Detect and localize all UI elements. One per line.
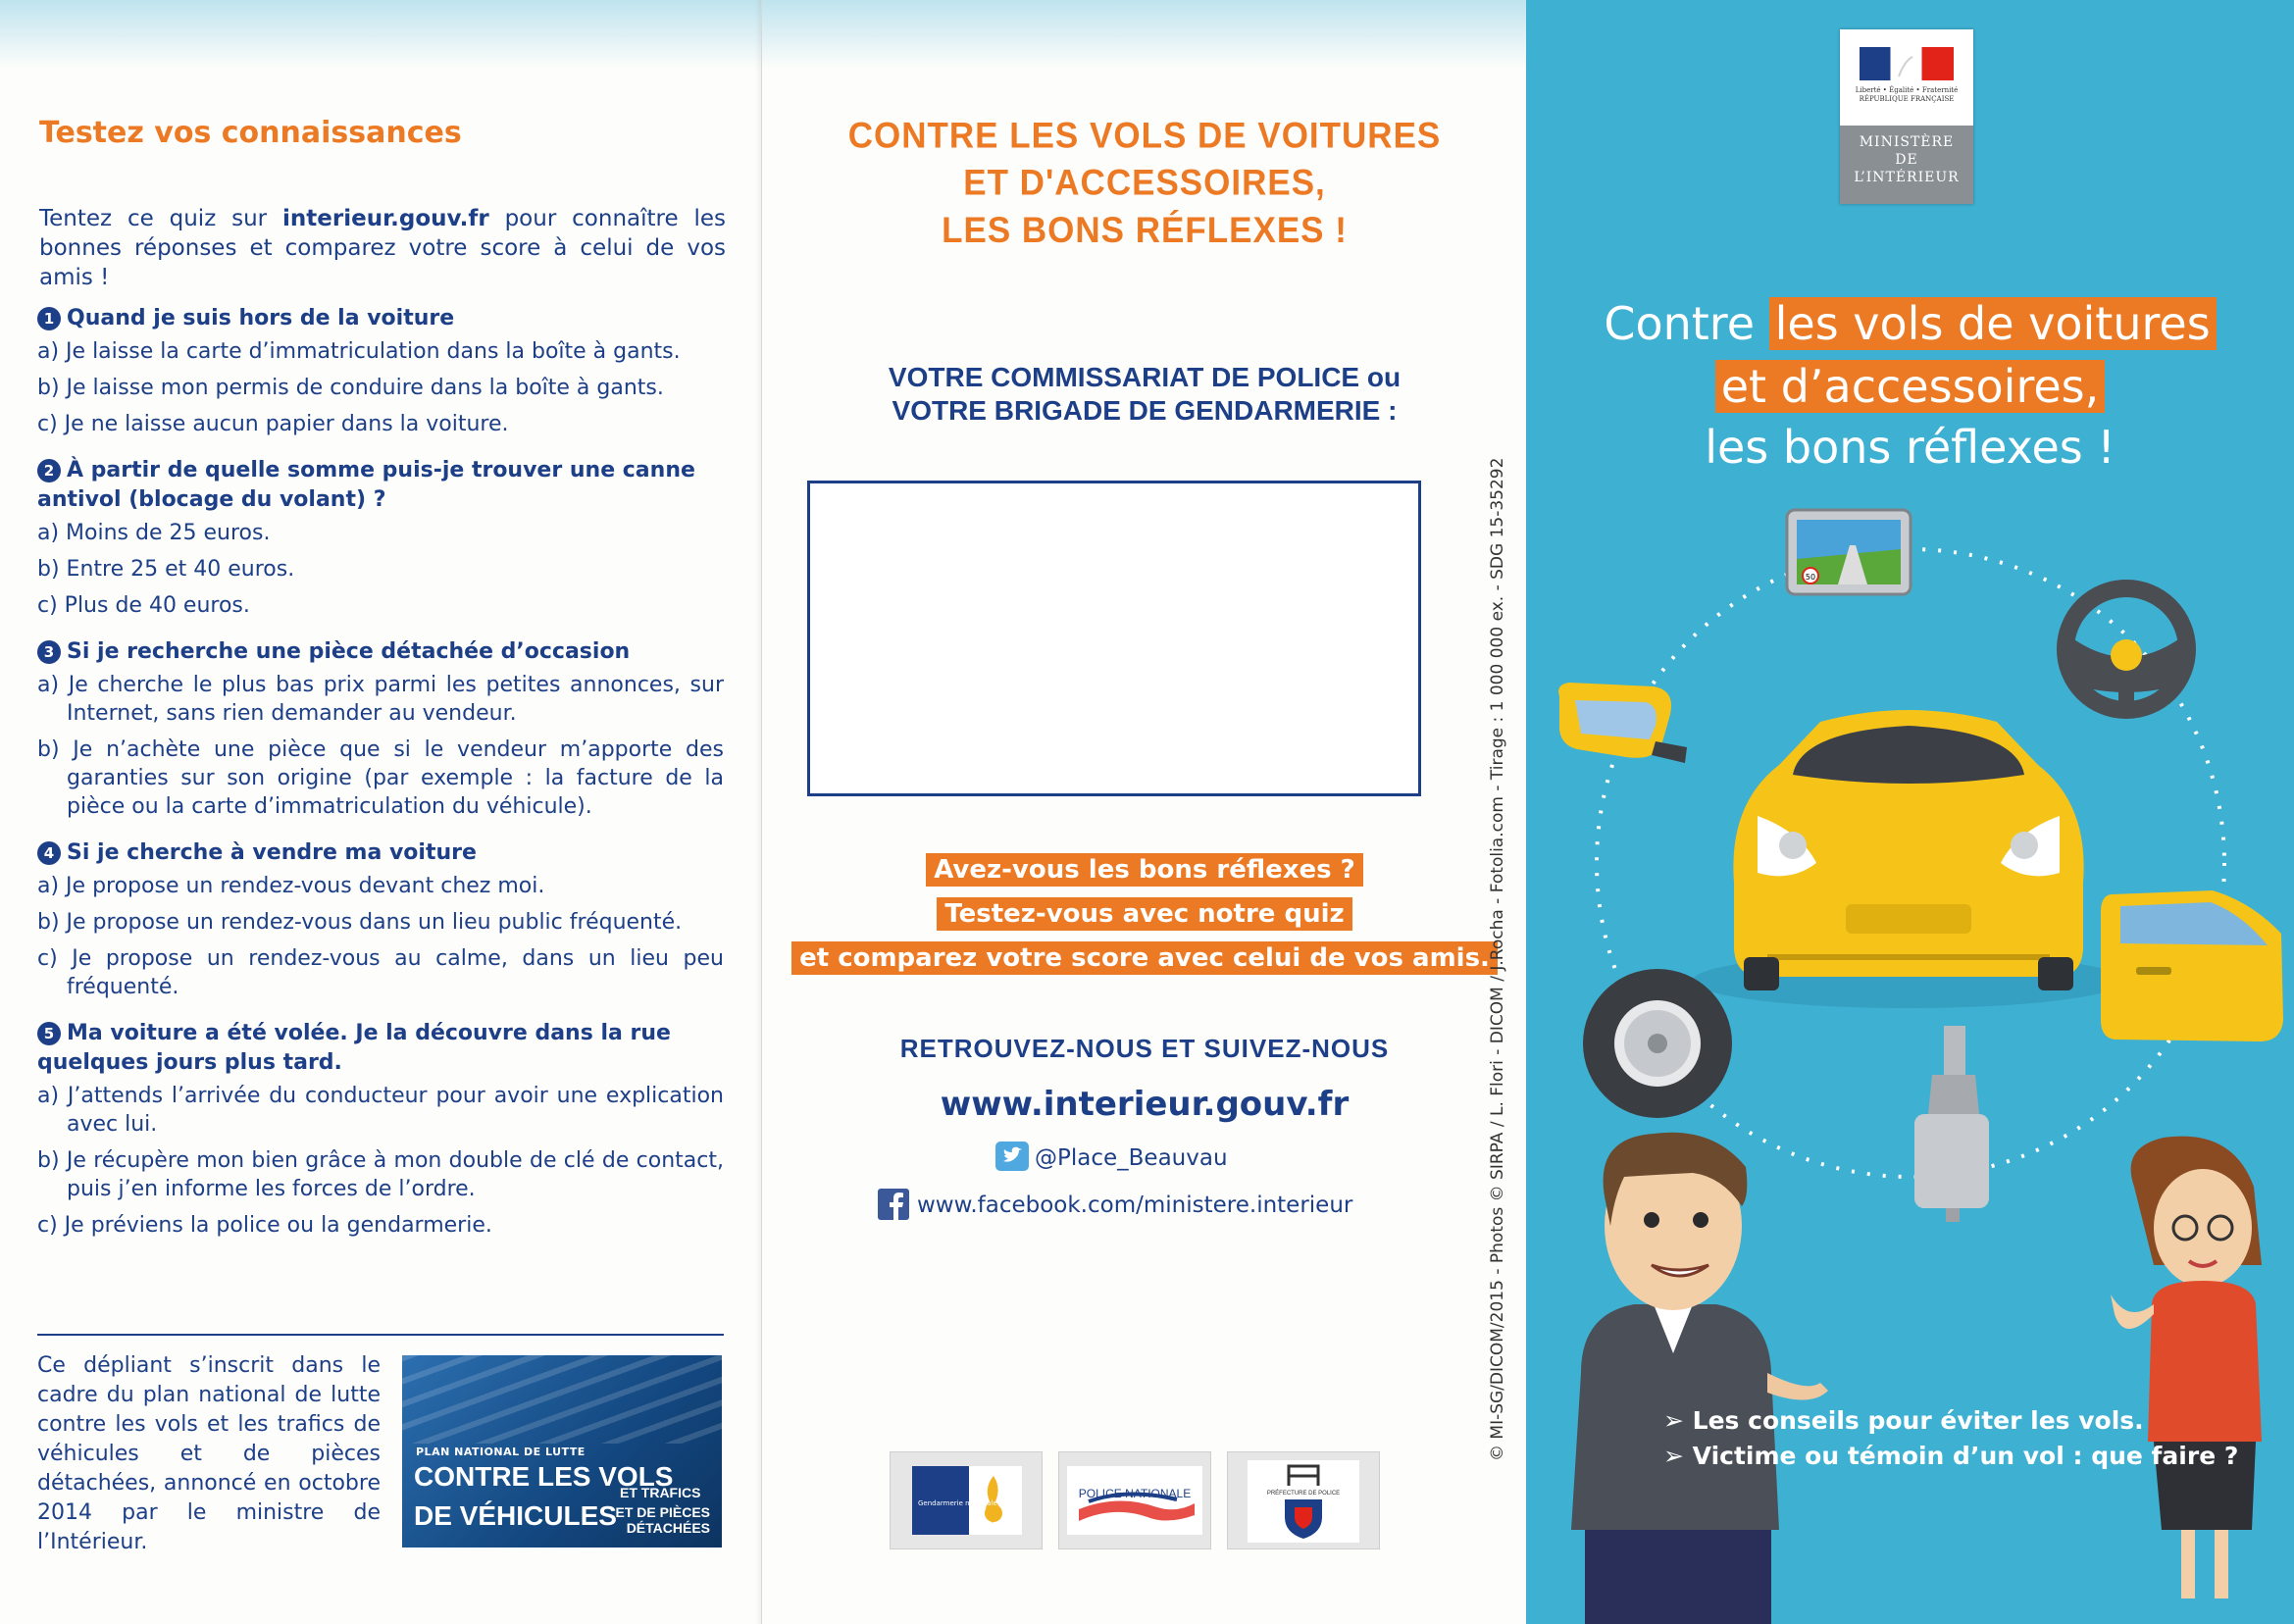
- question-number: 2: [37, 459, 61, 482]
- exhaust-icon: [1914, 1026, 1989, 1222]
- question-text: Si je cherche à vendre ma voiture: [67, 840, 477, 865]
- banner-line1: PLAN NATIONAL DE LUTTE: [416, 1446, 586, 1458]
- headline-highlight: et d’accessoires,: [1715, 360, 2106, 413]
- police-label: POLICE NATIONALE: [1078, 1487, 1192, 1500]
- facebook-link[interactable]: [878, 1189, 1352, 1220]
- facebook-icon: [878, 1189, 909, 1220]
- question-number: 1: [37, 307, 61, 330]
- twitter-link[interactable]: [995, 1142, 1228, 1171]
- contact-panel: [761, 0, 1527, 1624]
- plan-description: Ce dépliant s’inscrit dans le cadre du plan national de lutte contre les vols et les trafics de véhicules et de pièces détachées, annoncé en octobre 2014 par le ministre de l’Intérieur.: [37, 1353, 381, 1554]
- panel-title: [762, 113, 1527, 255]
- contact-line: VOTRE COMMISSARIAT DE POLICE ou: [888, 362, 1402, 392]
- highlight-text: Avez-vous les bons réflexes ?: [926, 853, 1363, 887]
- highlight-line: [762, 897, 1527, 931]
- banner-line4: DE VÉHICULES: [414, 1500, 617, 1531]
- headline-highlight: les vols de voitures: [1769, 297, 2217, 350]
- gps-icon: [1787, 510, 1911, 594]
- ministry-line: MINISTÈRE: [1859, 134, 1955, 150]
- title-line: ET D'ACCESSOIRES,: [963, 163, 1326, 203]
- website-link[interactable]: www.interieur.gouv.fr: [940, 1085, 1350, 1124]
- intro-text: Tentez ce quiz sur: [39, 206, 283, 231]
- man-character: [1571, 1133, 1828, 1624]
- ministry-line: DE: [1895, 152, 1918, 168]
- bullet-text: Victime ou témoin d’un vol : que faire ?: [1692, 1442, 2239, 1470]
- highlight-text: Testez-vous avec notre quiz: [937, 897, 1351, 931]
- banner-line2: CONTRE LES VOLS: [414, 1461, 674, 1492]
- divider: [37, 1334, 724, 1336]
- follow-heading: RETROUVEZ-NOUS ET SUIVEZ-NOUS: [899, 1034, 1390, 1063]
- gps-speed: 50: [1805, 573, 1816, 582]
- mirror-icon: [1558, 683, 1687, 763]
- bullet-text: Les conseils pour éviter les vols.: [1692, 1406, 2144, 1435]
- answer-option: a) J’attends l’arrivée du conducteur pour avoir une explication avec lui.: [37, 1084, 724, 1137]
- headline-text: les bons réflexes !: [1705, 421, 2116, 474]
- quiz-title: Testez vos connaissances: [39, 116, 462, 150]
- prefecture-logo: [1227, 1451, 1380, 1549]
- police-nationale-logo: [1058, 1451, 1211, 1549]
- car-icon: [1693, 710, 2124, 1008]
- bullet-item: [1663, 1440, 2271, 1473]
- question-1: [37, 304, 724, 438]
- headline-text: Contre: [1604, 297, 1769, 350]
- banner-texture: [402, 1355, 722, 1444]
- cover-panel: [1526, 0, 2294, 1624]
- quiz-list: [37, 304, 724, 1257]
- quiz-panel: [0, 0, 761, 1624]
- answer-option: b) Je n’achète une pièce que si le vendeur m’apporte des garanties sur son origine (par exemple : la facture de la pièce ou la carte d’immatriculation du véhicule).: [37, 737, 724, 819]
- answer-option: a) Je cherche le plus bas prix parmi les petites annonces, sur Internet, sans rien demander au vendeur.: [37, 673, 724, 726]
- question-3: [37, 637, 724, 821]
- answer-option: b) Je propose un rendez-vous dans un lieu public fréquenté.: [37, 910, 683, 935]
- answer-option: c) Je propose un rendez-vous au calme, dans un lieu peu fréquenté.: [37, 946, 724, 999]
- question-text: À partir de quelle somme puis-je trouver une canne antivol (blocage du volant) ?: [37, 458, 695, 512]
- cover-bullets: [1663, 1404, 2271, 1475]
- intro-text-end: pour connaître les bonnes réponses et comparez votre score à celui de vos amis !: [39, 206, 727, 290]
- illustration: [1526, 0, 2294, 1624]
- plan-banner-image: [402, 1355, 722, 1548]
- question-number: 5: [37, 1022, 61, 1045]
- question-text: Si je recherche une pièce détachée d’occasion: [67, 639, 631, 664]
- banner-line3: ET TRAFICS: [620, 1485, 701, 1500]
- answer-option: b) Je laisse mon permis de conduire dans la boîte à gants.: [37, 376, 664, 400]
- question-text: Ma voiture a été volée. Je la découvre dans la rue quelques jours plus tard.: [37, 1021, 671, 1075]
- question-2: [37, 456, 724, 620]
- arrow-icon: ➢: [1663, 1406, 1693, 1435]
- highlight-text: et comparez votre score avec celui de vos amis.: [791, 941, 1498, 975]
- facebook-url: www.facebook.com/ministere.interieur: [917, 1193, 1353, 1218]
- gendarmerie-logo: [890, 1451, 1043, 1549]
- twitter-icon: [995, 1142, 1029, 1171]
- answer-option: a) Moins de 25 euros.: [37, 521, 271, 545]
- gendarmerie-label: Gendarmerie nationale: [918, 1499, 997, 1507]
- title-line: CONTRE LES VOLS DE VOITURES: [847, 115, 1442, 156]
- answer-option: b) Je récupère mon bien grâce à mon double de clé de contact, puis j’en informe les forces de l’ordre.: [37, 1148, 724, 1201]
- steering-wheel-icon: [2065, 588, 2187, 710]
- question-4: [37, 838, 724, 1001]
- banner-line5: ET DE PIÈCES DÉTACHÉES: [615, 1504, 710, 1536]
- tire-icon: [1583, 969, 1732, 1118]
- contact-line: VOTRE BRIGADE DE GENDARMERIE :: [892, 395, 1398, 426]
- highlight-line: [762, 941, 1527, 975]
- question-text: Quand je suis hors de la voiture: [67, 306, 455, 330]
- motto-text: Liberté • Égalité • Fraternité: [1855, 86, 1959, 94]
- arrow-icon: ➢: [1663, 1442, 1693, 1470]
- stamp-box: [807, 481, 1421, 796]
- question-number: 4: [37, 841, 61, 865]
- contact-heading: [762, 361, 1527, 428]
- highlight-line: [762, 853, 1527, 887]
- answer-option: a) Je laisse la carte d’immatriculation dans la boîte à gants.: [37, 339, 681, 364]
- answer-option: c) Je ne laisse aucun papier dans la voiture.: [37, 412, 509, 436]
- top-gradient: [0, 0, 761, 69]
- quiz-intro: [39, 204, 726, 292]
- ministry-line: L’INTÉRIEUR: [1854, 170, 1960, 185]
- intro-site-link[interactable]: interieur.gouv.fr: [282, 206, 489, 231]
- answer-option: c) Plus de 40 euros.: [37, 593, 250, 618]
- title-line: LES BONS RÉFLEXES !: [942, 210, 1348, 251]
- woman-character: [2111, 1137, 2262, 1599]
- bullet-item: [1663, 1404, 2271, 1438]
- question-number: 3: [37, 640, 61, 664]
- answer-option: b) Entre 25 et 40 euros.: [37, 557, 295, 582]
- prefecture-label: PRÉFECTURE DE POLICE: [1266, 1491, 1341, 1497]
- print-credit: © MI-SG/DICOM/2015 - Photos © SIRPA / L. Flori - DICOM / J.Rocha - Fotolia.com - Tirage : 1 000 000 ex. - SDG 15-35292: [1488, 457, 1507, 1461]
- twitter-handle: @Place_Beauvau: [1035, 1145, 1228, 1171]
- republic-text: RÉPUBLIQUE FRANÇAISE: [1859, 95, 1955, 103]
- car-door-icon: [2101, 890, 2283, 1041]
- top-gradient: [762, 0, 1527, 69]
- answer-option: a) Je propose un rendez-vous devant chez moi.: [37, 874, 545, 898]
- answer-option: c) Je préviens la police ou la gendarmerie.: [37, 1213, 492, 1238]
- question-5: [37, 1019, 724, 1240]
